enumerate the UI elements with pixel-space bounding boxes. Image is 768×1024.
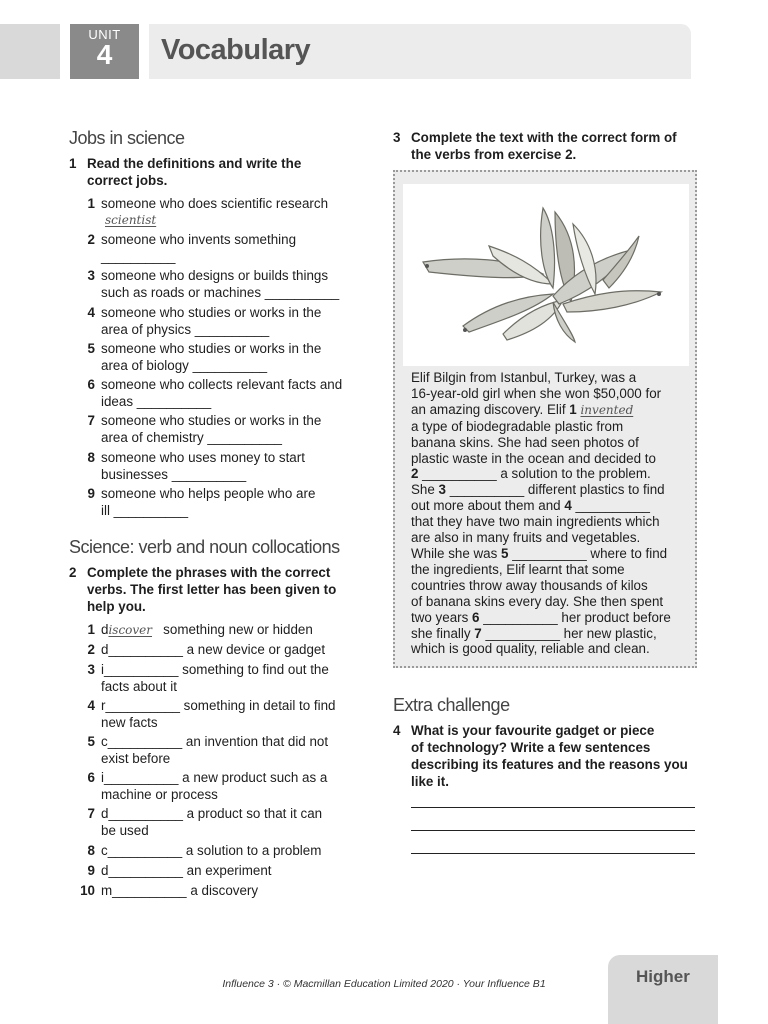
item-text: businesses __________: [101, 467, 247, 482]
text-line: countries throw away thousands of kilos: [411, 577, 648, 593]
unit-label: UNIT: [88, 27, 121, 42]
item-text: i__________ something to find out the: [101, 662, 329, 677]
exercise-number: 3: [393, 130, 401, 145]
item-text: ideas __________: [101, 394, 212, 409]
text-line: plastic waste in the ocean and decided to: [411, 450, 656, 466]
banana-peels-illustration: [403, 184, 689, 366]
item-text: discover something new or hidden: [101, 622, 313, 637]
item-number: 8: [87, 843, 95, 858]
exercise-1-item: [69, 449, 379, 483]
item-text: area of physics __________: [101, 322, 270, 337]
header-tab-left: [0, 24, 60, 79]
footer-text: Influence 3 · © Macmillan Education Limited 2020 · Your Influence B1: [222, 978, 546, 990]
instruction-line: What is your favourite gadget or piece: [411, 723, 655, 738]
exercise-number: 2: [69, 565, 77, 580]
section-title-jobs: Jobs in science: [69, 128, 185, 148]
item-text: d__________ a product so that it can: [101, 806, 323, 821]
unit-badge: [70, 24, 139, 79]
item-number: 3: [87, 662, 95, 677]
exercise-1-instruction: [69, 155, 369, 189]
instruction-line: describing its features and the reasons you: [411, 757, 688, 772]
item-text: someone who studies or works in the: [101, 341, 322, 356]
item-text: __________: [101, 249, 176, 264]
reading-panel: [393, 170, 697, 668]
item-number: 9: [87, 486, 95, 501]
text-line: she finally 7 __________ her new plastic,: [411, 625, 657, 641]
exercise-2-instruction: [69, 564, 379, 615]
writing-line[interactable]: [411, 853, 695, 854]
text-line: of banana skins every day. She then spent: [411, 593, 664, 609]
handwritten-answer: scientist: [105, 213, 157, 227]
item-text: someone who collects relevant facts and: [101, 377, 343, 392]
exercise-number: 1: [69, 156, 77, 171]
item-text: c__________ an invention that did not: [101, 734, 329, 749]
instruction-line: of technology? Write a few sentences: [411, 740, 651, 755]
unit-number: 4: [96, 39, 113, 70]
item-text: someone who designs or builds things: [101, 268, 329, 283]
item-number: 6: [87, 377, 95, 392]
item-text: such as roads or machines __________: [101, 285, 340, 300]
item-number: 6: [87, 770, 95, 785]
text-line: 16-year-old girl when she won $50,000 for: [411, 385, 662, 401]
exercise-1-item: [69, 485, 379, 519]
handwritten-answer: invented: [580, 402, 634, 417]
exercise-2-item: [69, 621, 379, 638]
exercise-2-item: [69, 769, 379, 803]
item-number: 3: [87, 268, 95, 283]
item-number: 1: [87, 622, 95, 637]
item-number: 7: [87, 413, 95, 428]
text-line: that they have two main ingredients which: [411, 514, 660, 530]
exercise-4-instruction: [393, 722, 713, 790]
writing-line[interactable]: [411, 830, 695, 831]
exercise-1-item: [69, 340, 379, 374]
item-number: 1: [87, 196, 95, 211]
item-text: i__________ a new product such as a: [101, 770, 328, 785]
instruction-line: Read the definitions and write the: [87, 156, 302, 171]
item-text: c__________ a solution to a problem: [101, 843, 322, 858]
instruction-line: the verbs from exercise 2.: [411, 147, 577, 162]
item-text: area of chemistry __________: [101, 430, 282, 445]
level-tab: [608, 955, 718, 1024]
text-line: an amazing discovery. Elif 1 invented: [411, 401, 634, 417]
exercise-2-item: [69, 661, 379, 695]
item-text: someone who helps people who are: [101, 486, 316, 501]
item-text: someone who uses money to start: [101, 450, 305, 465]
exercise-1-item: [69, 231, 379, 265]
text-line: out more about them and 4 __________: [411, 498, 651, 514]
item-number: 8: [87, 450, 95, 465]
exercise-2-item: [69, 641, 379, 658]
title-bar: [149, 24, 691, 79]
exercise-2-item: [69, 882, 379, 899]
item-number: 7: [87, 806, 95, 821]
item-text: someone who invents something: [101, 232, 297, 247]
exercise-1-item: [69, 376, 379, 410]
exercise-1-item: [69, 267, 379, 301]
text-line: a type of biodegradable plastic from: [411, 418, 624, 434]
instruction-line: verbs. The first letter has been given to: [87, 582, 337, 597]
item-number: 5: [87, 341, 95, 356]
item-text: area of biology __________: [101, 358, 268, 373]
item-text: r__________ something in detail to find: [101, 698, 336, 713]
instruction-line: like it.: [411, 774, 449, 789]
item-text: be used: [101, 823, 149, 838]
level-label: Higher: [636, 967, 690, 986]
item-number: 9: [87, 863, 95, 878]
item-number: 4: [87, 698, 95, 713]
exercise-2-item: [69, 697, 379, 731]
text-line: While she was 5 __________ where to find: [411, 545, 668, 561]
instruction-line: help you.: [87, 599, 146, 614]
instruction-line: Complete the phrases with the correct: [87, 565, 331, 580]
item-text: someone who studies or works in the: [101, 413, 322, 428]
exercise-2-item: [69, 733, 379, 767]
section-title-collocations: Science: verb and noun collocations: [69, 537, 340, 557]
item-text: exist before: [101, 751, 171, 766]
reading-text: [411, 370, 693, 657]
exercise-2-item: [69, 805, 379, 839]
item-text: machine or process: [101, 787, 218, 802]
exercise-1-item: [69, 304, 379, 338]
item-number: 2: [87, 642, 95, 657]
item-text: someone who studies or works in the: [101, 305, 322, 320]
text-line: banana skins. She had seen photos of: [411, 434, 639, 450]
text-line: 2 __________ a solution to the problem.: [411, 466, 651, 482]
instruction-line: correct jobs.: [87, 173, 168, 188]
item-number: 4: [87, 305, 95, 320]
item-text: someone who does scientific research: [101, 196, 329, 211]
item-text: new facts: [101, 715, 158, 730]
exercise-2-item: [69, 862, 379, 879]
handwritten-answer: iscover: [108, 623, 153, 637]
item-text: ill __________: [101, 503, 189, 518]
writing-line[interactable]: [411, 807, 695, 808]
exercise-number: 4: [393, 723, 401, 738]
text-line: She 3 __________ different plastics to find: [411, 482, 665, 498]
exercise-1-item: [69, 412, 379, 446]
section-title-extra-challenge: Extra challenge: [393, 695, 510, 715]
exercise-1-item: [69, 195, 379, 229]
exercise-3-instruction: [393, 129, 713, 163]
exercise-2-item: [69, 842, 379, 859]
text-line: two years 6 __________ her product before: [411, 609, 671, 625]
text-line: Elif Bilgin from Istanbul, Turkey, was a: [411, 370, 637, 385]
item-number: 10: [80, 883, 95, 898]
instruction-line: Complete the text with the correct form of: [411, 130, 677, 145]
page-title: Vocabulary: [161, 34, 311, 66]
text-line: are also in many fruits and vegetables.: [411, 530, 641, 546]
text-line: the ingredients, Elif learnt that some: [411, 561, 625, 577]
banana-peels-photo: [403, 184, 689, 366]
item-number: 2: [87, 232, 95, 247]
item-text: d__________ a new device or gadget: [101, 642, 326, 657]
text-line: which is good quality, reliable and clean.: [411, 641, 650, 657]
item-text: d__________ an experiment: [101, 863, 272, 878]
item-text: facts about it: [101, 679, 177, 694]
item-text: m__________ a discovery: [101, 883, 259, 898]
item-number: 5: [87, 734, 95, 749]
